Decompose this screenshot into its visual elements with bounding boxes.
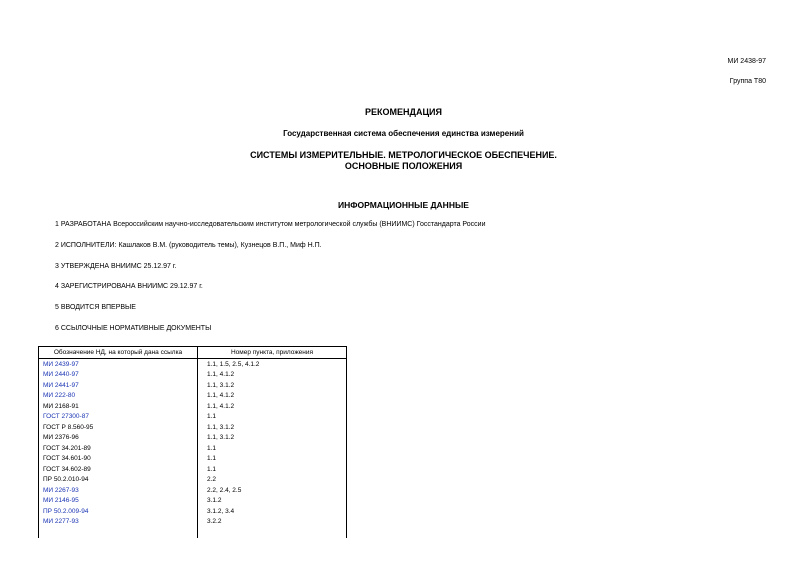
table-row <box>39 433 347 444</box>
document-link[interactable]: МИ 2439-97 <box>43 360 79 368</box>
document-designation-cell <box>39 475 198 486</box>
document-designation: ПР 50.2.010-94 <box>43 476 89 484</box>
table-row <box>39 380 347 391</box>
table-row <box>39 464 347 475</box>
table-row <box>39 506 347 517</box>
info-item-4: 4 ЗАРЕГИСТРИРОВАНА ВНИИМС 29.12.97 г. <box>55 283 203 290</box>
info-item-6: 6 ССЫЛОЧНЫЕ НОРМАТИВНЫЕ ДОКУМЕНТЫ <box>55 325 212 332</box>
clause-number-cell: 3.1.2 <box>198 496 347 507</box>
table-row <box>39 527 347 538</box>
clause-number-cell: 2.2 <box>198 475 347 486</box>
document-designation: МИ 2376-96 <box>43 434 79 442</box>
clause-number-cell: 1.1, 3.1.2 <box>198 422 347 433</box>
document-designation-cell <box>39 496 198 507</box>
document-link[interactable]: МИ 2440-97 <box>43 371 79 379</box>
table-row <box>39 370 347 381</box>
document-designation-cell <box>39 506 198 517</box>
table-row <box>39 401 347 412</box>
clause-number-cell: 1.1, 4.1.2 <box>198 370 347 381</box>
document-link[interactable]: МИ 222-80 <box>43 392 76 400</box>
document-title <box>0 150 807 172</box>
document-code: МИ 2438-97 <box>727 58 766 65</box>
document-designation: ГОСТ 34.201-89 <box>43 444 91 452</box>
info-item-1: 1 РАЗРАБОТАНА Всероссийским научно-исследовательским институтом метрологической службы (ВНИИМС) Госстандарта России <box>55 221 486 228</box>
table-row <box>39 517 347 528</box>
document-designation: ГОСТ Р 8.560-95 <box>43 423 94 431</box>
info-heading: ИНФОРМАЦИОННЫЕ ДАННЫЕ <box>338 200 469 210</box>
clause-number-cell: 1.1, 3.1.2 <box>198 380 347 391</box>
references-table-body <box>39 359 347 538</box>
document-designation-cell <box>39 359 198 370</box>
document-link[interactable]: ГОСТ 27300-87 <box>43 413 89 421</box>
document-designation-cell <box>39 454 198 465</box>
clause-number-cell: 2.2, 2.4, 2.5 <box>198 485 347 496</box>
document-title-line-2: ОСНОВНЫЕ ПОЛОЖЕНИЯ <box>344 161 463 171</box>
document-designation-cell <box>39 422 198 433</box>
column-header-designation: Обозначение НД, на который дана ссылка <box>39 347 198 359</box>
document-designation-cell <box>39 527 198 538</box>
table-row <box>39 475 347 486</box>
table-row <box>39 443 347 454</box>
clause-number-cell: 1.1, 4.1.2 <box>198 401 347 412</box>
document-link[interactable]: МИ 2267-93 <box>43 486 79 494</box>
table-header-row <box>39 347 347 359</box>
clause-number-cell: 1.1, 3.1.2 <box>198 433 347 444</box>
info-item-3: 3 УТВЕРЖДЕНА ВНИИМС 25.12.97 г. <box>55 263 177 270</box>
document-title-line-1: СИСТЕМЫ ИЗМЕРИТЕЛЬНЫЕ. МЕТРОЛОГИЧЕСКОЕ ОБЕСПЕЧЕНИЕ. <box>250 150 557 160</box>
document-designation-cell <box>39 433 198 444</box>
clause-number-cell: 1.1, 4.1.2 <box>198 391 347 402</box>
table-row <box>39 422 347 433</box>
clause-number-cell: 3.2.2 <box>198 517 347 528</box>
document-designation-cell <box>39 380 198 391</box>
document-designation: МИ 2168-91 <box>43 402 79 410</box>
clause-number-cell: 1.1, 1.5, 2.5, 4.1.2 <box>198 359 347 370</box>
info-item-5: 5 ВВОДИТСЯ ВПЕРВЫЕ <box>55 304 136 311</box>
clause-number-cell: 1.1 <box>198 443 347 454</box>
clause-number-cell: 1.1 <box>198 464 347 475</box>
clause-number-cell: 1.1 <box>198 412 347 423</box>
document-designation-cell <box>39 412 198 423</box>
document-designation-cell <box>39 485 198 496</box>
document-group: Группа Т80 <box>729 78 766 85</box>
document-designation-cell <box>39 443 198 454</box>
table-row <box>39 454 347 465</box>
document-designation-cell <box>39 401 198 412</box>
table-row <box>39 485 347 496</box>
document-designation: ГОСТ 34.602-89 <box>43 465 91 473</box>
document-type: РЕКОМЕНДАЦИЯ <box>365 107 442 117</box>
column-header-clause: Номер пункта, приложения <box>198 347 347 359</box>
clause-number-cell <box>198 527 347 538</box>
table-row <box>39 359 347 370</box>
clause-number-cell: 3.1.2, 3.4 <box>198 506 347 517</box>
references-table <box>38 346 347 538</box>
clause-number-cell: 1.1 <box>198 454 347 465</box>
document-link[interactable]: ПР 50.2.009-94 <box>43 507 89 515</box>
document-designation-cell <box>39 517 198 528</box>
document-designation-cell <box>39 370 198 381</box>
document-link[interactable]: МИ 2146-95 <box>43 497 79 505</box>
document-designation-cell <box>39 464 198 475</box>
document-link[interactable]: МИ 2277-93 <box>43 518 79 526</box>
system-title: Государственная система обеспечения единства измерений <box>283 129 524 138</box>
table-row <box>39 496 347 507</box>
info-item-2: 2 ИСПОЛНИТЕЛИ: Кашлаков В.М. (руководитель темы), Кузнецов В.П., Миф Н.П. <box>55 242 322 249</box>
table-row <box>39 391 347 402</box>
document-designation: ГОСТ 34.601-90 <box>43 455 91 463</box>
document-designation-cell <box>39 391 198 402</box>
document-link[interactable]: МИ 2441-97 <box>43 381 79 389</box>
table-row <box>39 412 347 423</box>
